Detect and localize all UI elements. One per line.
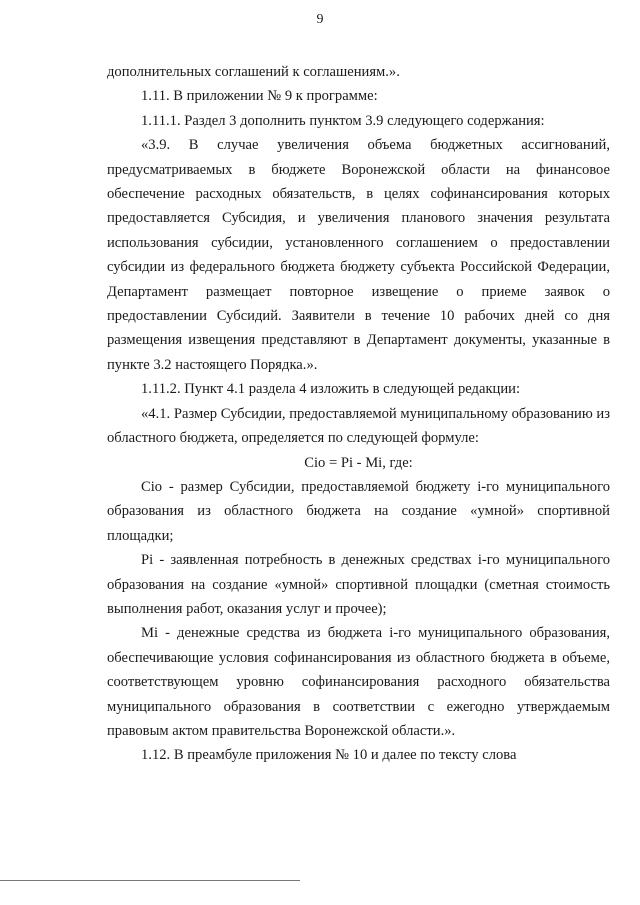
formula: Сio = Pi - Mi, где: (304, 454, 413, 471)
definition-cio: Сio - размер Субсидии, предоставляемой бюджету i-го муниципального образования из областного бюджета на создание «умной» спортивной площадки; (107, 478, 610, 544)
document-body (107, 60, 610, 768)
paragraph-1-11: 1.11. В приложении № 9 к программе: (141, 88, 378, 105)
paragraph-1-11-1: 1.11.1. Раздел 3 дополнить пунктом 3.9 следующего содержания: (141, 112, 545, 129)
definition-pi: Pi - заявленная потребность в денежных средствах i-го муниципального образования на создание «умной» спортивной площадки (сметная стоимость выполнения работ, оказания услуг и прочее); (107, 552, 610, 617)
paragraph-1-12: 1.12. В преамбуле приложения № 10 и далее по тексту слова (141, 747, 517, 764)
paragraph-3-9: «3.9. В случае увеличения объема бюджетных ассигнований, предусматриваемых в бюджете Воронежской области на финансовое обеспечение расходных обязательств, в целях софинансирования которых предоставляется Субсидия, и увеличения планового значения результата использования субсидии, установленного соглашением о предоставлении субсидии из федерального бюджета бюджету субъекта Российской Федерации, Департамент размещает повторное извещение о приеме заявок о предоставлении Субсидий. Заявители в течение 10 рабочих дней со дня размещения извещения представляют в Департамент документы, указанные в пункте 3.2 настоящего Порядка.». (107, 137, 610, 373)
footer-rule (0, 880, 300, 881)
paragraph-4-1: «4.1. Размер Субсидии, предоставляемой муниципальному образованию из областного бюджета, определяется по следующей формуле: (107, 405, 610, 447)
paragraph-1-11-2: 1.11.2. Пункт 4.1 раздела 4 изложить в следующей редакции: (141, 381, 521, 398)
page-number: 9 (316, 12, 324, 27)
definition-mi: Mi - денежные средства из бюджета i-го муниципального образования, обеспечивающие условия софинансирования из областного бюджета в объеме, соответствующем уровню софинансирования расходного обязательства муниципального образования в соответствии с ежегодно утверждаемым правовым актом правительства Воронежской области.». (107, 625, 610, 739)
paragraph-continuation: дополнительных соглашений к соглашениям.». (107, 64, 400, 80)
